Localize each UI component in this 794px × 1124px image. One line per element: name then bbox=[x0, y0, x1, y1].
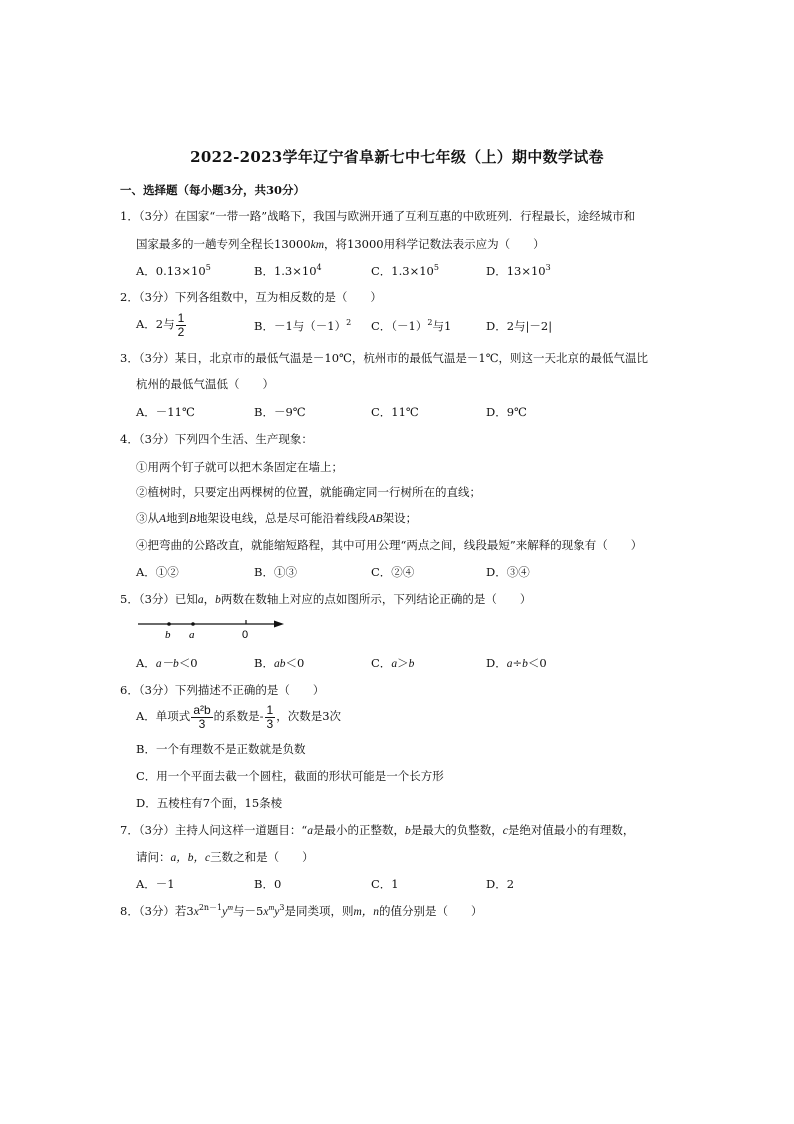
question-4-item-2: ②植树时，只要定出两棵树的位置，就能确定同一行树所在的直线； bbox=[136, 485, 481, 499]
option-b[interactable]: B．0 bbox=[254, 877, 282, 891]
question-8-text: 8．（3分）若$3x^{2n-1}y^m$与$-5x^my^3$是同类项，则m，n的值分别是（ ） bbox=[120, 903, 483, 918]
option-a[interactable]: A．①② bbox=[136, 565, 179, 579]
question-4-text: 4．（3分）下列四个生活、生产现象： bbox=[120, 432, 313, 446]
page-title: 2022-2023学年辽宁省阜新七中七年级（上）期中数学试卷 bbox=[190, 148, 604, 166]
label-zero: 0 bbox=[242, 629, 249, 641]
question-2-text: 2．（3分）下列各组数中，互为相反数的是（ ） bbox=[120, 290, 382, 304]
label-a: a bbox=[189, 629, 195, 641]
option-d[interactable]: D．9℃ bbox=[486, 405, 527, 419]
option-c[interactable]: C．②④ bbox=[371, 565, 415, 579]
option-c[interactable]: C．$(-1)^2$与1 bbox=[371, 318, 452, 333]
question-6-option-c[interactable]: C．用一个平面去截一个圆柱，截面的形状可能是一个长方形 bbox=[136, 769, 444, 783]
question-7-text-cont: 请问：a，b，c三数之和是（ ） bbox=[136, 850, 314, 864]
question-6-text: 6．（3分）下列描述不正确的是（ ） bbox=[120, 683, 325, 697]
label-b: b bbox=[165, 629, 171, 641]
option-d[interactable]: D．2与|－2| bbox=[486, 319, 553, 333]
option-b[interactable]: B．－9℃ bbox=[254, 405, 306, 419]
option-a[interactable]: A．$0.13\times 10^5$ bbox=[136, 263, 211, 278]
question-6-option-b[interactable]: B．一个有理数不是正数就是负数 bbox=[136, 742, 306, 756]
question-6-option-d[interactable]: D．五棱柱有7个面，15条棱 bbox=[136, 796, 283, 810]
point-a bbox=[191, 622, 195, 626]
fraction: $\frac{1}{2}$ bbox=[177, 311, 185, 339]
option-b[interactable]: B．－1与$(-1)^2$ bbox=[254, 318, 352, 333]
option-c[interactable]: C．1 bbox=[371, 877, 399, 891]
option-d[interactable]: D．$13\times 10^3$ bbox=[486, 263, 551, 278]
option-a[interactable]: A．a－b＜0 bbox=[136, 656, 198, 670]
option-d[interactable]: D．2 bbox=[486, 877, 515, 891]
option-c[interactable]: C．11℃ bbox=[371, 405, 419, 419]
option-c[interactable]: C．$1.3\times 10^5$ bbox=[371, 263, 439, 278]
fraction: $\frac{\text{a²b}}{3}$ bbox=[193, 703, 211, 731]
option-a[interactable]: A．－11℃ bbox=[136, 405, 195, 419]
option-c[interactable]: C．a＞b bbox=[371, 656, 415, 670]
question-7-text: 7．（3分）主持人问这样一道题目：“a是最小的正整数，b是最大的负整数，c是绝对值最小的有理数， bbox=[120, 823, 635, 837]
option-b[interactable]: B．$1.3\times 10^4$ bbox=[254, 263, 322, 278]
question-4-item-4: ④把弯曲的公路改直，就能缩短路程，其中可用公理“两点之间，线段最短”来解释的现象有（ ） bbox=[136, 538, 643, 552]
question-6-option-a[interactable]: A．单项式 $\frac{\text{a²b}}{3}$ 的系数是- $\frac{1}{3}$ ，次数是3次 bbox=[136, 703, 342, 731]
option-a[interactable]: A．－1 bbox=[136, 877, 175, 891]
number-line-figure bbox=[136, 616, 286, 642]
option-d[interactable]: D．a÷b＜0 bbox=[486, 656, 547, 670]
question-3-text-cont: 杭州的最低气温低（ ） bbox=[136, 377, 274, 391]
question-4-item-1: ①用两个钉子就可以把木条固定在墙上； bbox=[136, 460, 343, 474]
arrow-icon bbox=[274, 621, 284, 628]
point-b bbox=[167, 622, 171, 626]
question-1-text-cont: 国家最多的一趟专列全程长13000km，将13000用科学记数法表示应为（ ） bbox=[136, 237, 545, 251]
section-heading: 一、选择题（每小题3分，共30分） bbox=[120, 183, 306, 197]
option-d[interactable]: D．③④ bbox=[486, 565, 530, 579]
option-b[interactable]: B．①③ bbox=[254, 565, 297, 579]
question-1-text: 1．（3分）在国家“一带一路”战略下，我国与欧洲开通了互利互惠的中欧班列．行程最长，途经城市和 bbox=[120, 209, 636, 223]
option-b[interactable]: B．ab＜0 bbox=[254, 656, 305, 670]
fraction: $\frac{1}{3}$ bbox=[266, 703, 274, 731]
question-3-text: 3．（3分）某日，北京市的最低气温是－10℃，杭州市的最低气温是－1℃，则这一天北京的最低气温比 bbox=[120, 351, 649, 365]
question-5-text: 5．（3分）已知a，b两数在数轴上对应的点如图所示，下列结论正确的是（ ） bbox=[120, 592, 532, 606]
option-a[interactable]: A．2与 $\frac{1}{2}$ bbox=[136, 311, 185, 339]
question-4-item-3: ③从A地到B地架设电线，总是尽可能沿着线段AB架设； bbox=[136, 511, 418, 525]
